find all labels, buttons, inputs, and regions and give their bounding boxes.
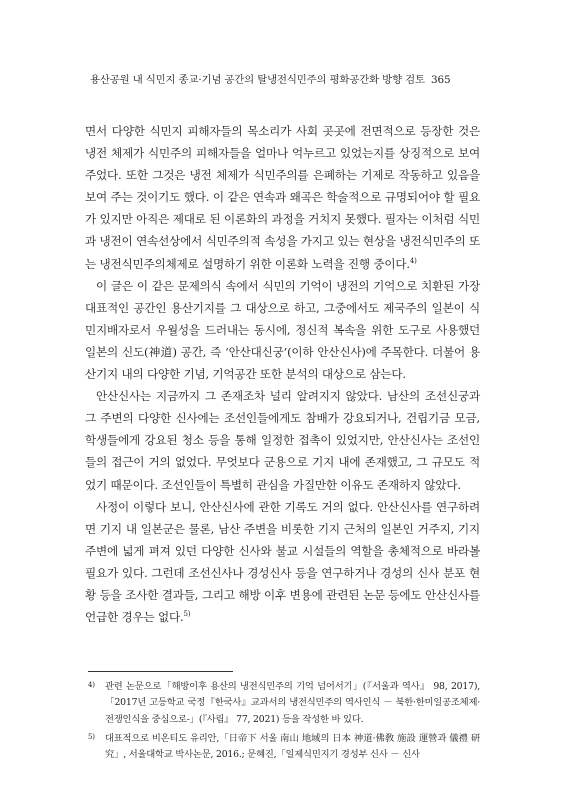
paragraph: 이 글은 이 같은 문제의식 속에서 식민의 기억이 냉전의 기억으로 치환된 가장 대표적인 공간인 용산기지를 그 대상으로 하고, 그중에서도 제국주의 일본이 식민지배자로서 우월성을 드러내는 동시에, 정신적 복속을 위한 도구로 사용했던 일본의 신도(神道) 공간, 즉 ‘안산대신궁’(이하 안산신사)에 주목한다. 더불어 용산기지 내의 다양한 기념, 기억공간 또한 분석의 대상으로 삼는다. — [85, 278, 480, 382]
paragraph: 안산신사는 지금까지 그 존재조차 널리 알려지지 않았다. 남산의 조선신궁과 그 주변의 다양한 신사에는 조선인들에게도 참배가 강요되거나, 건립기금 모금, 학생들에게 강요된 청소 등을 통해 일정한 접촉이 있었지만, 안산신사는 조선인들의 접근이 거의 없었다. 무엇보다 군용으로 기지 내에 존재했고, 그 규모도 적었기 때문이다. 조선인들이 특별히 관심을 가질만한 이유도 존재하지 않았다. — [85, 389, 480, 492]
running-header — [90, 73, 481, 87]
footnote-number: 5) — [88, 732, 95, 741]
footnote-number: 4) — [88, 681, 95, 689]
footnote — [88, 731, 480, 764]
body-text — [85, 120, 480, 628]
footnotes — [88, 679, 480, 766]
footnote-text: 대표적으로 비온티도 유리안,「日帝下 서울 南山 地域의 日本 神道·佛敎 施設 運營과 儀禮 研究」, 서울대학교 박사논문, 2016.; 문혜진,「일제식민지기 경성부 신사 － 신사 — [105, 732, 480, 761]
footnote-ref[interactable]: 4) — [409, 256, 417, 265]
running-title: 용산공원 내 식민지 종교·기념 공간의 탈냉전식민주의 평화공간화 방향 검토 — [90, 74, 425, 86]
paragraph: 사정이 이렇다 보니, 안산신사에 관한 기록도 거의 없다. 안산신사를 연구하려면 기지 내 일본군은 물론, 남산 주변을 비롯한 기지 근처의 일본인 거주지, 기지 주변에 넓게 펴져 있던 다양한 신사와 불교 시설들의 역할을 총체적으로 바라볼 필요가 있다. 그런데 조선신사나 경성신사 등을 연구하거나 경성의 신사 분포 현황 등을 조사한 결과들, 그리고 해방 이후 변용에 관련된 논문 등에도 안산신사를 언급한 경우는 없다.$^{5)}$ — [85, 499, 480, 625]
footnote-ref[interactable]: 5) — [183, 610, 191, 619]
footnote — [88, 679, 480, 728]
paragraph: 면서 다양한 식민지 피해자들의 목소리가 사회 곳곳에 전면적으로 등장한 것은 냉전 체제가 식민주의 피해자들을 얼마나 억누르고 있었는지를 상징적으로 보여 주었다. 또한 그것은 냉전 체제가 식민주의를 은폐하는 기제로 작동하고 있음을 보여 주는 것이기도 했다. 이 같은 연속과 왜곡은 학술적으로 규명되어야 할 필요가 있지만 아직은 제대로 된 이론화의 과정을 거치지 못했다. 필자는 이처럼 식민과 냉전이 연속선상에서 식민주의적 속성을 가지고 있는 현상을 냉전식민주의 또는 냉전식민주의체제로 설명하기 위한 이론화 노력을 진행 중이다.$^{4)}$ — [85, 124, 480, 271]
footnote-text: 관련 논문으로「해방이후 용산의 냉전식민주의 기억 넘어서기」(『서울과 역사』 98, 2017),「2017년 고등학교 국정『한국사』교과서의 냉전식민주의 역사인식 － 북한·한미일공조체제·전쟁인식을 중심으로-」(『사림』 77, 2021) 등을 작성한 바 있다. — [105, 681, 480, 725]
page-number: 365 — [431, 74, 451, 86]
footnote-divider — [88, 671, 233, 672]
